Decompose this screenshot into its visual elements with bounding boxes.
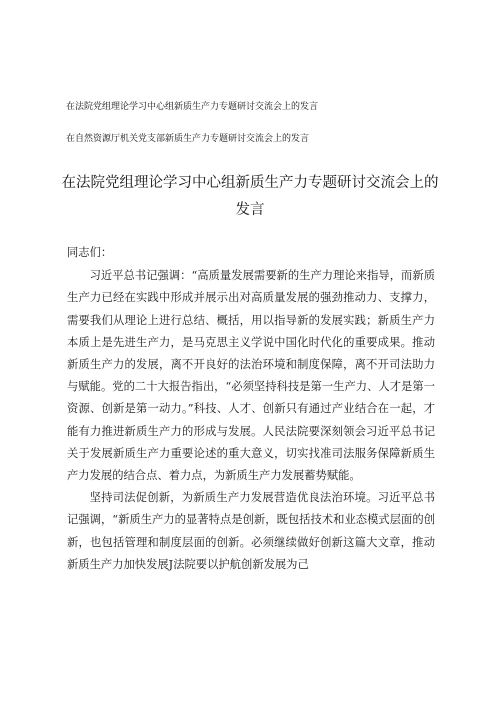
body-paragraph: 习近平总书记强调：“高质量发展需要新的生产力理论来指导，而新质生产力已经在实践中形成并展示出对高质量发展的强劲推动力、支撑力，需要我们从理论上进行总结、概括，用以指导新的发展实践；新质生产力本质上是先进生产力，是马克思主义学说中国化时代化的重要成果。推动新质生产力的发展，离不开良好的法治环境和制度保障，离不开司法助力与赋能。党的二十大报告指出，“必须坚持科技是第一生产力、人才是第一资源、创新是第一动力。”科技、人才、创新只有通过产业结合在一起，才能有力推进新质生产力的形成与发展。人民法院要深刻领会习近平总书记关于发展新质生产力重要论述的重大意义，切实找准司法服务保障新质生产力发展的结合点、着力点，为新质生产力发展蓄势赋能。	[67, 269, 435, 483]
toc-entry[interactable]: 在法院党组理论学习中心组新质生产力专题研讨交流会上的发言	[66, 102, 319, 112]
document-title: 在法院党组理论学习中心组新质生产力专题研讨交流会上的发言	[61, 175, 439, 218]
document-body	[67, 242, 435, 576]
toc-entry[interactable]: 在自然资源厅机关党支部新质生产力专题研讨交流会上的发言	[66, 134, 310, 144]
salutation: 同志们：	[67, 246, 113, 259]
body-paragraph: 坚持司法促创新，为新质生产力发展营造优良法治环境。习近平总书记强调，“新质生产力的显著特点是创新，既包括技术和业态模式层面的创新，也包括管理和制度层面的创新。必须继续做好创新这篇大文章，推动新质生产力加快发展J法院要以护航创新发展为己	[67, 491, 435, 571]
